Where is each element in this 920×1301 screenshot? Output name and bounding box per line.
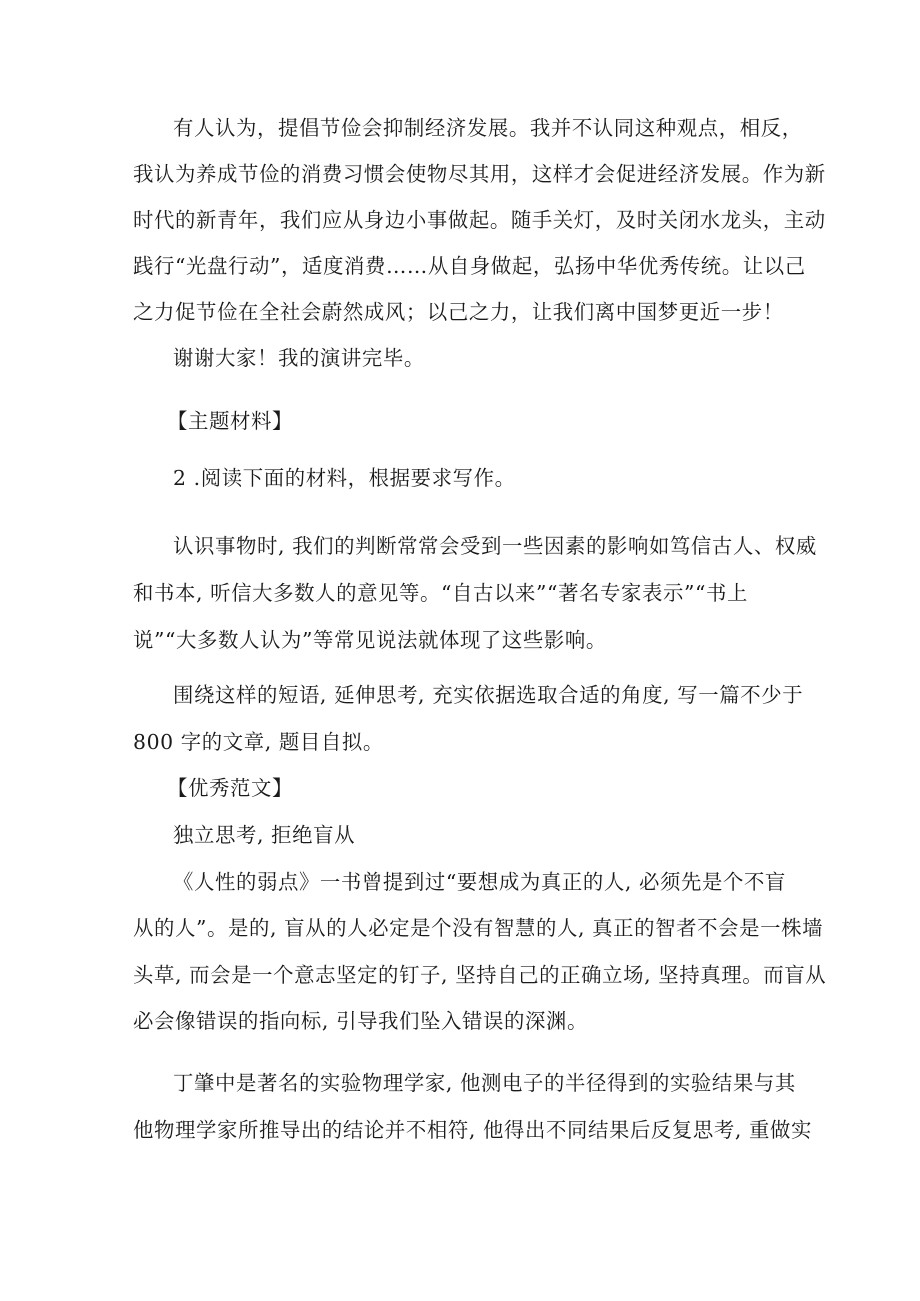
speech-paragraph-line: 践行“光盘行动”，适度消费……从自身做起，弘扬中华优秀传统。让以己 (133, 254, 806, 278)
essay-paragraph-line: 从的人”。是的, 盲从的人必定是个没有智慧的人, 真正的智者不会是一株墙 (133, 916, 824, 940)
speech-paragraph-line: 我认为养成节俭的消费习惯会使物尽其用，这样才会促进经济发展。作为新 (133, 162, 826, 186)
material-paragraph-line: 说”“大多数人认为”等常见说法就体现了这些影响。 (133, 628, 607, 652)
instruction-paragraph-line: 围绕这样的短语, 延伸思考, 充实依据选取合适的角度, 写一篇不少于 (173, 683, 804, 707)
speech-paragraph-line: 之力促节俭在全社会蔚然成风；以己之力，让我们离中国梦更近一步！ (133, 300, 784, 324)
essay-paragraph-line: 《人性的弱点》一书曾提到过“要想成为真正的人, 必须先是个不盲 (173, 870, 786, 894)
speech-paragraph-line: 有人认为，提倡节俭会抑制经济发展。我并不认同这种观点，相反， (173, 116, 803, 140)
essay-paragraph-line: 必会像错误的指向标, 引导我们坠入错误的深渊。 (133, 1009, 588, 1033)
speech-closing: 谢谢大家！我的演讲完毕。 (173, 346, 425, 370)
material-paragraph-line: 和书本, 听信大多数人的意见等。“自古以来”“著名专家表示”“书上 (133, 581, 749, 605)
essay-title: 独立思考, 拒绝盲从 (173, 823, 356, 847)
section-heading-sample-essay: 【优秀范文】 (167, 776, 293, 800)
material-paragraph-line: 认识事物时, 我们的判断常常会受到一些因素的影响如笃信古人、权威 (173, 534, 817, 558)
essay-paragraph-line: 他物理学家所推导出的结论并不相符, 他得出不同结果后反复思考, 重做实 (133, 1118, 813, 1142)
section-heading-theme-material: 【主题材料】 (167, 409, 293, 433)
instruction-paragraph-line: 800 字的文章, 题目自拟。 (133, 730, 384, 754)
speech-paragraph-line: 时代的新青年，我们应从身边小事做起。随手关灯，及时关闭水龙头，主动 (133, 208, 826, 232)
essay-paragraph-line: 头草, 而会是一个意志坚定的钉子, 坚持自己的正确立场, 坚持真理。而盲从 (133, 963, 827, 987)
essay-paragraph-line: 丁肇中是著名的实验物理学家, 他测电子的半径得到的实验结果与其 (173, 1071, 796, 1095)
question-prompt: 2 .阅读下面的材料，根据要求写作。 (173, 466, 516, 490)
